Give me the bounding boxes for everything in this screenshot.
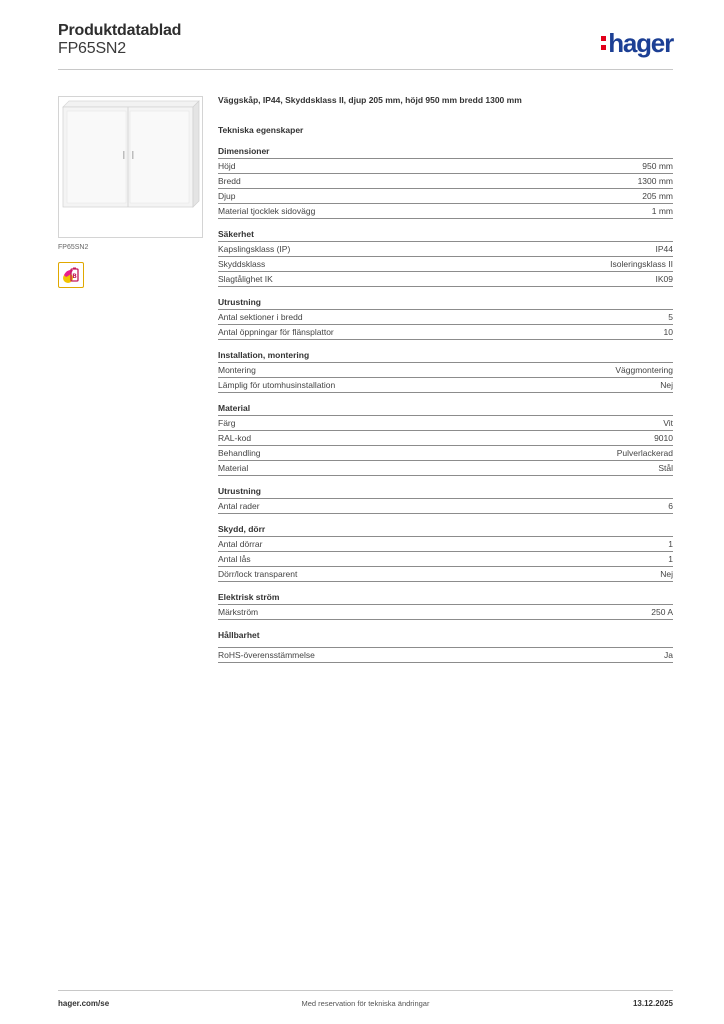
spec-value: Ja bbox=[664, 650, 673, 660]
spec-value: 9010 bbox=[654, 433, 673, 443]
spec-value: IP44 bbox=[655, 244, 673, 254]
spec-row bbox=[218, 272, 673, 287]
spec-section bbox=[218, 228, 673, 287]
spec-label: Höjd bbox=[218, 161, 236, 171]
spec-row bbox=[218, 325, 673, 340]
rohs-badge bbox=[58, 262, 84, 288]
spec-row bbox=[218, 552, 673, 567]
spec-row bbox=[218, 310, 673, 325]
section-title: Skydd, dörr bbox=[218, 523, 673, 537]
spec-section bbox=[218, 485, 673, 514]
spec-row bbox=[218, 461, 673, 476]
page-header bbox=[58, 22, 673, 70]
spec-label: Antal sektioner i bredd bbox=[218, 312, 303, 322]
svg-text:B: B bbox=[72, 273, 77, 280]
spec-value: Väggmontering bbox=[615, 365, 673, 375]
logo-dots-icon bbox=[601, 36, 606, 50]
spec-label: Färg bbox=[218, 418, 236, 428]
product-description: Väggskåp, IP44, Skyddsklass II, djup 205 mm, höjd 950 mm bredd 1300 mm bbox=[218, 95, 522, 105]
page-footer bbox=[58, 990, 673, 1011]
spec-row bbox=[218, 431, 673, 446]
spec-value: Stål bbox=[658, 463, 673, 473]
section-title: Material bbox=[218, 402, 673, 416]
spec-label: Slagtålighet IK bbox=[218, 274, 273, 284]
spec-label: RoHS-överensstämmelse bbox=[218, 650, 315, 660]
spec-value: Nej bbox=[660, 380, 673, 390]
spec-row bbox=[218, 446, 673, 461]
section-title: Utrustning bbox=[218, 485, 673, 499]
section-title: Hållbarhet bbox=[218, 629, 673, 648]
cabinet-illustration-icon bbox=[59, 97, 202, 237]
spec-row bbox=[218, 378, 673, 393]
hager-logo bbox=[601, 30, 673, 56]
document-title: Produktdatablad bbox=[58, 22, 182, 39]
spec-row bbox=[218, 257, 673, 272]
spec-row bbox=[218, 363, 673, 378]
spec-row bbox=[218, 242, 673, 257]
spec-value: 205 mm bbox=[642, 191, 673, 201]
spec-label: Material tjocklek sidovägg bbox=[218, 206, 316, 216]
spec-label: Djup bbox=[218, 191, 236, 201]
spec-value: 250 A bbox=[651, 607, 673, 617]
product-code-caption: FP65SN2 bbox=[58, 244, 89, 251]
spec-value: 6 bbox=[668, 501, 673, 511]
spec-row bbox=[218, 605, 673, 620]
product-reference: FP65SN2 bbox=[58, 40, 126, 57]
spec-row bbox=[218, 204, 673, 219]
spec-row bbox=[218, 174, 673, 189]
product-image bbox=[58, 96, 203, 238]
spec-value: 1300 mm bbox=[637, 176, 673, 186]
footer-disclaimer: Med reservation för tekniska ändringar bbox=[301, 999, 430, 1008]
spec-value: Pulverlackerad bbox=[616, 448, 673, 458]
spec-section bbox=[218, 402, 673, 476]
section-title: Installation, montering bbox=[218, 349, 673, 363]
spec-row bbox=[218, 499, 673, 514]
spec-value: Isoleringsklass II bbox=[610, 259, 673, 269]
spec-row bbox=[218, 159, 673, 174]
spec-label: Antal öppningar för flänsplattor bbox=[218, 327, 334, 337]
spec-label: Märkström bbox=[218, 607, 259, 617]
spec-label: Material bbox=[218, 463, 249, 473]
spec-label: Antal rader bbox=[218, 501, 260, 511]
spec-label: Dörr/lock transparent bbox=[218, 569, 298, 579]
spec-row bbox=[218, 189, 673, 204]
spec-sections bbox=[218, 145, 673, 663]
section-title: Säkerhet bbox=[218, 228, 673, 242]
spec-label: Behandling bbox=[218, 448, 261, 458]
spec-value: Vit bbox=[663, 418, 673, 428]
footer-website: hager.com/se bbox=[58, 999, 110, 1008]
spec-row bbox=[218, 537, 673, 552]
spec-row bbox=[218, 567, 673, 582]
section-title: Elektrisk ström bbox=[218, 591, 673, 605]
section-title: Dimensioner bbox=[218, 145, 673, 159]
spec-value: 10 bbox=[663, 327, 673, 337]
leaf-battery-icon bbox=[59, 263, 83, 287]
spec-section bbox=[218, 591, 673, 620]
logo-text: hager bbox=[608, 28, 673, 58]
spec-value: 950 mm bbox=[642, 161, 673, 171]
spec-value: 1 bbox=[668, 554, 673, 564]
spec-label: Antal dörrar bbox=[218, 539, 263, 549]
spec-row bbox=[218, 648, 673, 663]
spec-label: Bredd bbox=[218, 176, 241, 186]
spec-label: Kapslingsklass (IP) bbox=[218, 244, 291, 254]
spec-section bbox=[218, 523, 673, 582]
spec-section bbox=[218, 296, 673, 340]
spec-value: 1 bbox=[668, 539, 673, 549]
spec-value: IK09 bbox=[655, 274, 673, 284]
spec-section bbox=[218, 349, 673, 393]
technical-heading: Tekniska egenskaper bbox=[218, 125, 304, 135]
spec-label: Lämplig för utomhusinstallation bbox=[218, 380, 336, 390]
spec-value: 5 bbox=[668, 312, 673, 322]
spec-row bbox=[218, 416, 673, 431]
spec-value: 1 mm bbox=[651, 206, 673, 216]
spec-label: Skyddsklass bbox=[218, 259, 266, 269]
spec-label: Antal lås bbox=[218, 554, 251, 564]
spec-value: Nej bbox=[660, 569, 673, 579]
specification-panel bbox=[218, 95, 673, 672]
footer-date: 13.12.2025 bbox=[632, 999, 673, 1008]
spec-section bbox=[218, 629, 673, 663]
spec-section bbox=[218, 145, 673, 219]
section-title: Utrustning bbox=[218, 296, 673, 310]
spec-label: RAL-kod bbox=[218, 433, 252, 443]
spec-label: Montering bbox=[218, 365, 256, 375]
